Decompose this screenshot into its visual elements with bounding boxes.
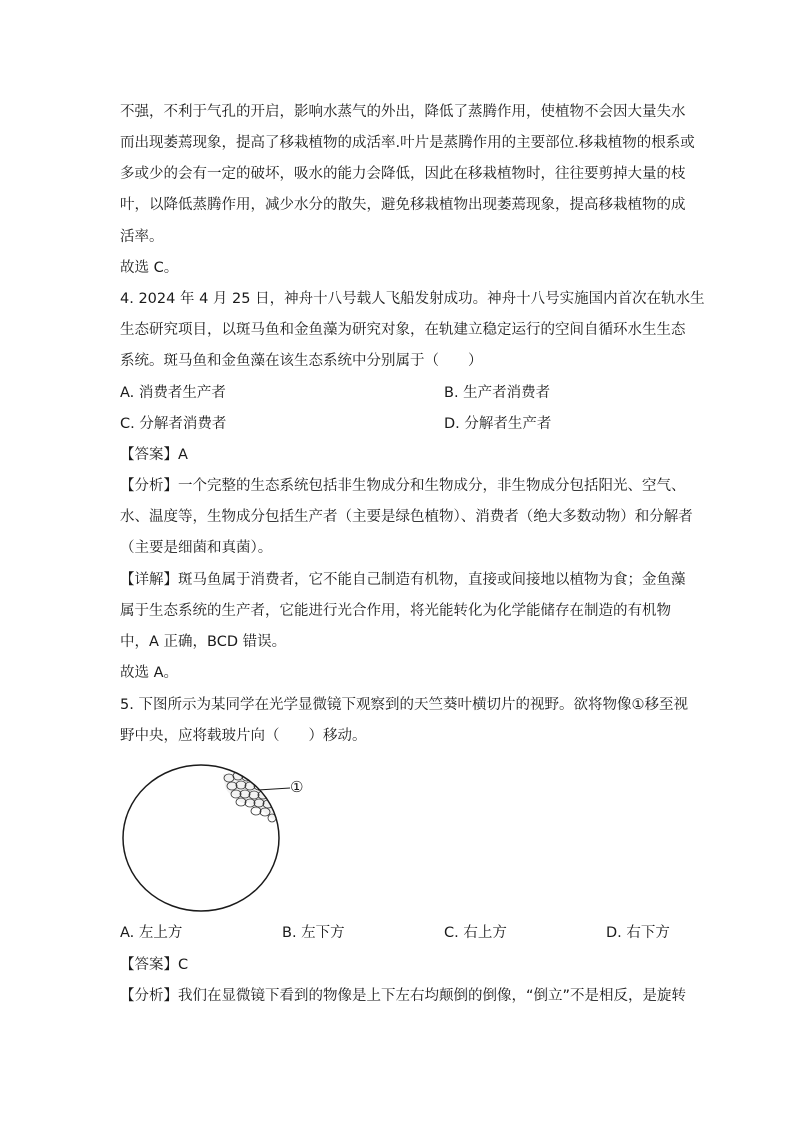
- explanation-line: 不强，不利于气孔的开启，影响水蒸气的外出，降低了蒸腾作用，使植物不会因大量失水: [120, 104, 686, 120]
- q4-option-a: A. 消费者生产者: [120, 385, 226, 401]
- q4-stem-line: 4. 2024 年 4 月 25 日，神舟十八号载人飞船发射成功。神舟十八号实施国内首次在轨水生: [120, 291, 705, 307]
- conclusion-prev: 故选 C。: [120, 260, 179, 276]
- cell-cluster: [223, 772, 276, 822]
- label-leader-line: [258, 788, 290, 790]
- q4-stem-line: 生态研究项目，以斑马鱼和金鱼藻为研究对象，在轨建立稳定运行的空间自循环水生生态: [120, 322, 686, 338]
- q5-stem-line: 5. 下图所示为某同学在光学显微镜下观察到的天竺葵叶横切片的视野。欲将物像①移至视: [120, 697, 688, 713]
- q4-detail-line: 中，A 正确，BCD 错误。: [120, 634, 287, 650]
- q4-conclusion: 故选 A。: [120, 665, 179, 681]
- q4-analysis-line: （主要是细菌和真菌）。: [120, 540, 273, 556]
- microscope-field-svg: [115, 760, 315, 920]
- q4-option-d: D. 分解者生产者: [444, 416, 552, 432]
- q4-detail-line: 【详解】斑马鱼属于消费者，它不能自己制造有机物，直接或间接地以植物为食；金鱼藻: [120, 572, 686, 588]
- explanation-line: 而出现萎蔫现象，提高了移栽植物的成活率.叶片是蒸腾作用的主要部位.移栽植物的根系或: [120, 135, 695, 151]
- q4-analysis-line: 【分析】一个完整的生态系统包括非生物成分和生物成分，非生物成分包括阳光、空气、: [120, 478, 686, 494]
- q4-stem-line: 系统。斑马鱼和金鱼藻在该生态系统中分别属于（ ）: [120, 353, 483, 369]
- explanation-line: 叶，以降低蒸腾作用，减少水分的散失，避免移栽植物出现萎蔫现象，提高移栽植物的成: [120, 197, 686, 213]
- explanation-line: 多或少的会有一定的破坏，吸水的能力会降低，因此在移栽植物时，往往要剪掉大量的枝: [120, 166, 686, 182]
- q5-option-c: C. 右上方: [444, 925, 507, 941]
- q4-analysis-line: 水、温度等，生物成分包括生产者（主要是绿色植物）、消费者（绝大多数动物）和分解者: [120, 509, 693, 525]
- explanation-line: 活率。: [120, 229, 164, 245]
- q5-option-b: B. 左下方: [282, 925, 345, 941]
- q4-answer: 【答案】A: [120, 447, 188, 463]
- q5-analysis-line: 【分析】我们在显微镜下看到的物像是上下左右均颠倒的倒像，“倒立”不是相反，是旋转: [120, 988, 687, 1004]
- q4-option-c: C. 分解者消费者: [120, 416, 227, 432]
- q5-stem-line: 野中央，应将载玻片向（ ）移动。: [120, 728, 367, 744]
- figure-label-1: ①: [290, 778, 304, 796]
- q4-option-b: B. 生产者消费者: [444, 385, 551, 401]
- q4-detail-line: 属于生态系统的生产者，它能进行光合作用，将光能转化为化学能储存在制造的有机物: [120, 603, 671, 619]
- q5-answer: 【答案】C: [120, 957, 189, 973]
- microscope-field-figure: [115, 760, 315, 924]
- q5-option-a: A. 左上方: [120, 925, 183, 941]
- q5-option-d: D. 右下方: [606, 925, 670, 941]
